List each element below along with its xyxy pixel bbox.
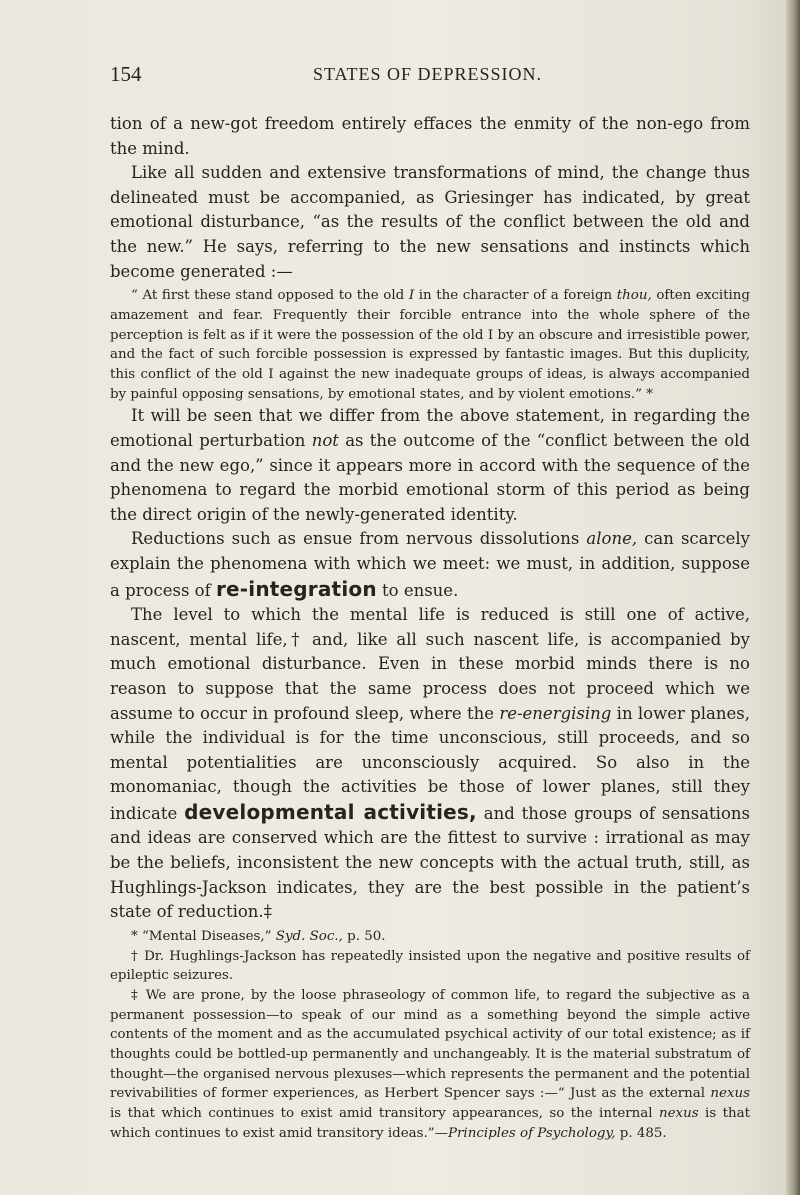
quote-italic: I (408, 288, 415, 304)
footnote-2: † Dr. Hughlings-Jackson has repeatedly insisted upon the negative and positive results of epileptic seizures. (110, 948, 750, 984)
text-run: * “Mental Diseases,” (131, 928, 276, 944)
footnote-1 (110, 927, 750, 947)
paragraph-level (110, 603, 750, 925)
page-header (110, 62, 745, 92)
quote-italic: thou, (616, 288, 652, 304)
text-run: is that which continues to exist amid transitory ideas.”— (110, 1106, 750, 1141)
text-run: The level to which the mental life is reduced is still one of active, nascent, mental life,† and, like all such nascent life, is accompanied by much emotional disturbance. Even in these morbid minds there is no reason to suppose that the same process does not proceed which we assume to occur in profound sleep, where the (110, 605, 750, 723)
paragraph-reductions (110, 527, 750, 603)
quote-text: in the character of a foreign (414, 288, 617, 304)
text-run: Reductions such as ensue from nervous dissolutions (131, 529, 587, 549)
footnotes (110, 927, 750, 1144)
text-run: It will be seen that we differ from the above statement, in regarding the emotional perturbation (110, 406, 750, 450)
text-run: to ensue. (376, 580, 459, 600)
running-title: STATES OF DEPRESSION. (312, 64, 543, 84)
page-number: 154 (110, 62, 142, 86)
text-run: ‡ We are prone, by the loose phraseology of common life, to regard the subjective as a permanent possession—to speak of our mind as a something beyond the simple active contents of the moment and as the accumulated psychical activity of our total existence; as if thoughts could be bottled-up permanently and unchangeably. It is the material substratum of thought—the organised nervous plexuses—which represents the permanent and the potential revivabilities of former experiences, as Herbert Spencer says :—“ Just as the external (110, 987, 750, 1102)
quote-text: “ At first these stand opposed to the old (131, 288, 409, 304)
paragraph-continuation: tion of a new-got freedom entirely effaces the enmity of the non-ego from the mind. (110, 114, 750, 158)
italic-run: Syd. Soc., (275, 928, 343, 944)
text-run: and those groups of sensations and ideas are conserved which are the fittest to survive : irrational as may be the beliefs, inconsistent the new concepts with the actual truth, still, as Hughlings-Jackson indicates, they are the best possible in the patient’s state of reduction.‡ (110, 803, 750, 922)
text-run: p. 485. (615, 1125, 667, 1141)
italic-run: alone, (586, 529, 638, 549)
italic-run: Principles of Psychology, (448, 1125, 616, 1141)
italic-run: nexus (710, 1086, 750, 1102)
quote-text: often exciting amazement and fear. Frequently their forcible entrance into the whole sphere of the perception is felt as if it were the possession of the old I by an obscure and irresistible power, and the fact of such forcible possession is expressed by fantastic images. But this duplicity, this conflict of the old I against the new inadequate groups of ideas, is always accompanied by painful opposing sensations, by emotional states, and by violent emotions.” * (110, 288, 751, 402)
emphasized-run: re-integration (215, 576, 377, 601)
page-edge (786, 0, 800, 1195)
text-run: is that which continues to exist amid transitory appearances, so the internal (110, 1106, 659, 1122)
footnote-3 (110, 986, 750, 1144)
paragraph-differ (110, 404, 750, 527)
page-content (110, 112, 750, 1144)
text-run: can scarcely explain the phenomena with which we meet: we must, in addition, suppose a process of (110, 529, 750, 600)
text-run: as the outcome of the “conflict between the old and the new ego,” since it appears more in accord with the sequence of the phenomena to regard the morbid emotional storm of this period as being the direct origin of the newly-generated identity. (110, 430, 750, 524)
text-run: in lower planes, while the individual is for the time unconscious, still proceeds, and so mental potentialities are unconsciously acquired. So also in the monomaniac, though the activities be those of lower planes, still they indicate (110, 703, 750, 823)
emphasized-run: developmental activities, (184, 799, 477, 824)
text-run: p. 50. (342, 928, 386, 944)
block-quote (110, 286, 750, 404)
paragraph-griesinger: Like all sudden and extensive transformations of mind, the change thus delineated must be accompanied, as Griesinger has indicated, by great emotional disturbance, “as the results of the conflict between the old and the new.” He says, referring to the new sensations and instincts which become generated :— (110, 163, 750, 281)
italic-run: nexus (659, 1106, 699, 1122)
italic-run: not (311, 430, 339, 450)
italic-run: re-energising (499, 703, 612, 723)
